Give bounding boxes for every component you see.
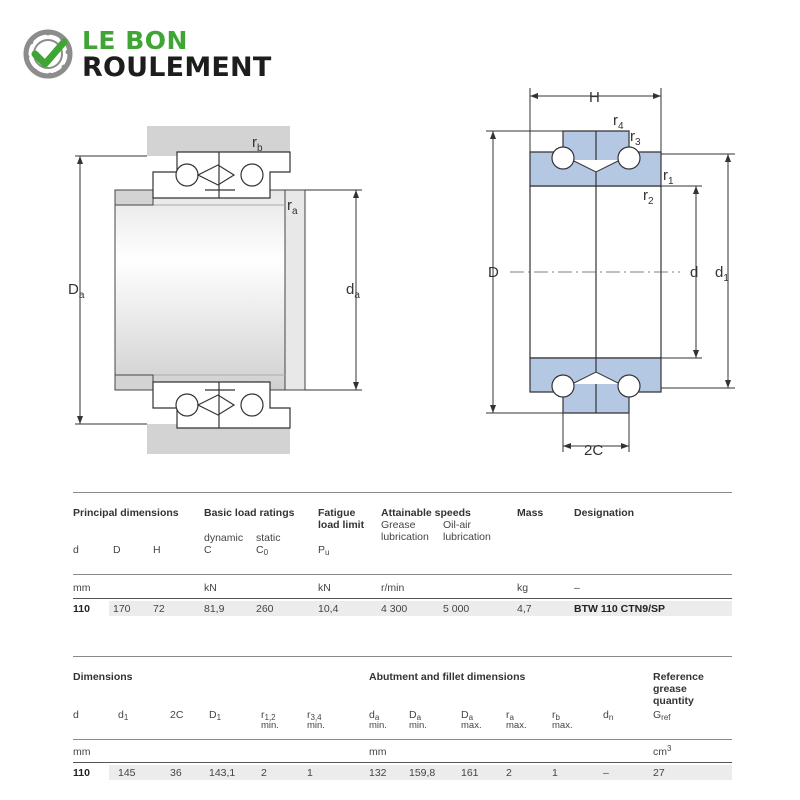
label-r2: $r_2$ (643, 187, 654, 207)
mounting-drawing (75, 126, 362, 454)
sym2-ra-max: max. (506, 720, 527, 731)
sym-Pu: Pu (318, 544, 330, 557)
value2-rb: 1 (552, 767, 558, 779)
col-basic-load-ratings: Basic load ratings (204, 507, 295, 519)
sym2-D1: D1 (209, 709, 222, 722)
sym2-r12: r1,2 (261, 709, 276, 722)
value2-da: 132 (369, 767, 387, 779)
value2-D1: 143,1 (209, 767, 236, 779)
label-H: H (589, 89, 600, 106)
value2-ra: 2 (506, 767, 512, 779)
value2-Gref: 27 (653, 767, 665, 779)
label-2C: 2C (584, 442, 604, 459)
sym2-Gref: Gref (653, 709, 671, 722)
subhead-grease-l2: lubrication (381, 531, 429, 543)
value-C: 81,9 (204, 603, 225, 615)
sym-d: d (73, 544, 79, 556)
value-grease-speed: 4 300 (381, 603, 408, 615)
subhead-grease: Grease (381, 519, 416, 531)
sym-D: D (113, 544, 121, 556)
sym2-ra: ra (506, 709, 514, 722)
col-dimensions: Dimensions (73, 671, 133, 683)
label-Da: $D_a$ (68, 281, 85, 301)
shaft (115, 190, 285, 390)
value-Pu: 10,4 (318, 603, 339, 615)
sym2-d: d (73, 709, 79, 721)
sym2-Da-max: Da (461, 709, 474, 722)
unit2-mm: mm (73, 746, 91, 758)
value2-dn: – (603, 767, 609, 779)
sym-H: H (153, 544, 161, 556)
unit-kN-fatigue: kN (318, 582, 331, 594)
label-r3: $r_3$ (630, 128, 641, 148)
label-rb: $r_b$ (252, 134, 263, 154)
value-mass: 4,7 (517, 603, 532, 615)
unit-kN: kN (204, 582, 217, 594)
value2-Da-min: 159,8 (409, 767, 436, 779)
sym2-d1: d1 (118, 709, 129, 722)
value2-r12: 2 (261, 767, 267, 779)
sym2-rb-max: max. (552, 720, 573, 731)
col-principal-dimensions: Principal dimensions (73, 507, 179, 519)
ball (618, 375, 640, 397)
bearing-top-section (153, 152, 290, 198)
col-reference-l3: quantity (653, 695, 694, 707)
col-abutment: Abutment and fillet dimensions (369, 671, 526, 683)
unit-speed: r/min (381, 582, 405, 594)
col-designation: Designation (574, 507, 635, 519)
subhead-dynamic: dynamic (204, 532, 244, 544)
value-C0: 260 (256, 603, 274, 615)
shaft-shoulder (285, 190, 305, 390)
unit-designation: – (574, 582, 580, 594)
value2-r34: 1 (307, 767, 313, 779)
subhead-oil-air-l2: lubrication (443, 531, 491, 543)
label-r4: $r_4$ (613, 112, 624, 132)
value-oil-speed: 5 000 (443, 603, 470, 615)
unit-mm: mm (73, 582, 91, 594)
sym2-Da-min: Da (409, 709, 422, 722)
subhead-oil-air: Oil-air (443, 519, 471, 531)
label-ra: $r_a$ (287, 197, 298, 217)
bearing-bottom-section (153, 382, 290, 428)
col-fatigue-l2: load limit (318, 519, 365, 531)
sym2-da-min: min. (369, 720, 387, 731)
col-fatigue: Fatigue (318, 507, 356, 519)
col-mass: Mass (517, 507, 544, 519)
unit-mass: kg (517, 582, 529, 594)
sym2-2C: 2C (170, 709, 184, 721)
brand-line2: ROULEMENT (82, 52, 272, 83)
ball (618, 147, 640, 169)
label-r1: $r_1$ (663, 167, 674, 187)
value-d: 110 (73, 603, 90, 615)
value-designation: BTW 110 CTN9/SP (574, 603, 666, 615)
ball (552, 375, 574, 397)
value-H: 72 (153, 603, 165, 615)
table-dimensions (73, 656, 732, 786)
sym-C: C (204, 544, 212, 556)
label-d1: $d_1$ (715, 264, 729, 284)
sym2-r12-min: min. (261, 720, 279, 731)
value2-d: 110 (73, 767, 90, 779)
unit2-cm3: $cm^3$ (653, 744, 672, 758)
col-reference: Reference (653, 671, 704, 683)
col-attainable-speeds: Attainable speeds (381, 507, 471, 519)
unit2-mm-abutment: mm (369, 746, 387, 758)
sym2-dn: dn (603, 709, 614, 722)
value2-2C: 36 (170, 767, 182, 779)
value2-d1: 145 (118, 767, 136, 779)
ball (552, 147, 574, 169)
label-da: $d_a$ (346, 281, 360, 301)
brand-line1: LE BON (82, 26, 188, 55)
value-D: 170 (113, 603, 131, 615)
sym2-da: da (369, 709, 380, 722)
sym2-r34-min: min. (307, 720, 325, 731)
col-reference-l2: grease (653, 683, 687, 695)
table-principal-data (73, 492, 732, 622)
value2-Da-max: 161 (461, 767, 479, 779)
sym2-rb: rb (552, 709, 560, 722)
sym2-Da-min-label: min. (409, 720, 427, 731)
sym2-Da-max-label: max. (461, 720, 482, 731)
label-D: D (488, 264, 499, 281)
sym2-r34: r3,4 (307, 709, 322, 722)
label-d: d (690, 264, 699, 281)
subhead-static: static (256, 532, 281, 544)
sym-C0: C0 (256, 544, 269, 557)
